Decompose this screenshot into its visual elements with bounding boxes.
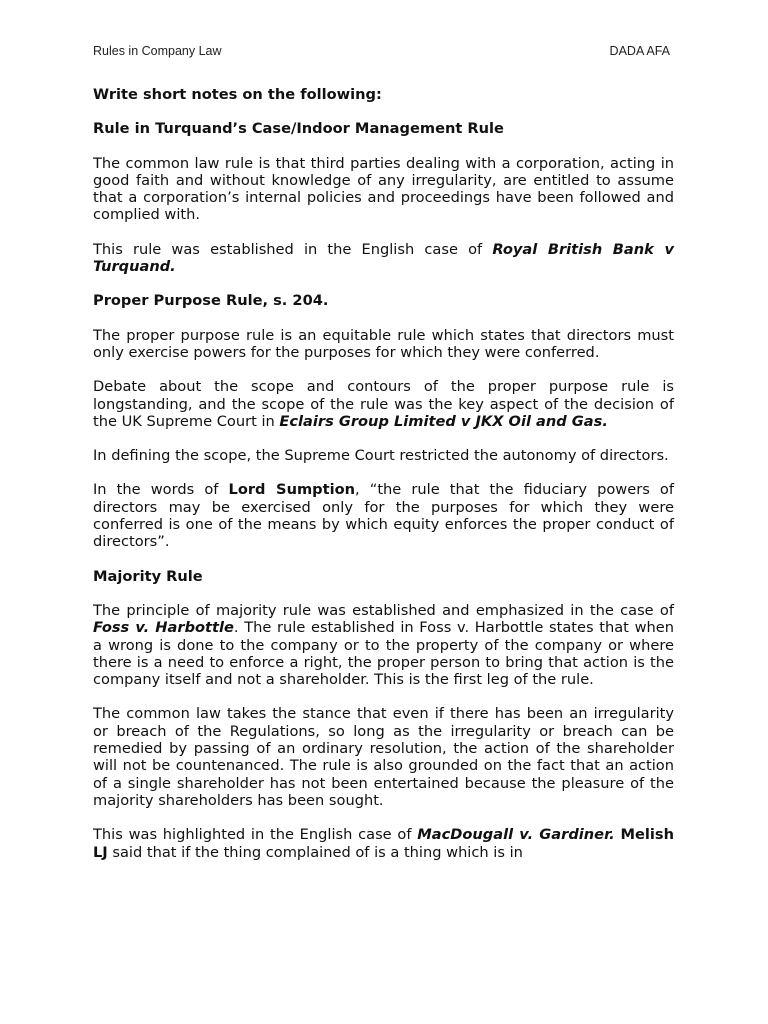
page-header bbox=[93, 44, 670, 62]
paragraph bbox=[93, 378, 674, 430]
case-citation: Eclairs Group Limited v JKX Oil and Gas. bbox=[279, 412, 608, 430]
case-citation: MacDougall v. Gardiner. bbox=[417, 826, 615, 844]
paragraph-text: This rule was established in the English case of bbox=[93, 240, 493, 258]
paragraph bbox=[93, 826, 674, 861]
instruction-heading: Write short notes on the following: bbox=[93, 86, 382, 103]
paragraph: The common law rule is that third parties dealing with a corporation, acting in good faith and without knowledge of any irregularity, are entitled to assume that a corporation’s internal policies and proceedings have been followed and complied with. bbox=[93, 154, 674, 224]
judge-name: Lord Sumption bbox=[228, 481, 356, 499]
case-citation: Foss v. Harbottle bbox=[93, 619, 234, 637]
paragraph bbox=[93, 241, 674, 276]
case-citation: Royal British Bank v Turquand. bbox=[93, 240, 674, 276]
paragraph-text: The principle of majority rule was established and emphasized in the case of bbox=[93, 601, 674, 619]
header-author: DADA AFA bbox=[609, 44, 670, 58]
paragraph: The proper purpose rule is an equitable rule which states that directors must only exercise powers for the purposes for which they were conferred. bbox=[93, 326, 674, 361]
paragraph bbox=[93, 602, 674, 688]
paragraph-text: said that if the thing complained of is a thing which is in bbox=[107, 843, 523, 861]
paragraph-text: . The rule established in Foss v. Harbottle states that when a wrong is done to the company or to the property of the company or where there is a need to enforce a right, the proper person to bring that action is the company itself and not a shareholder. This is the first leg of the rule. bbox=[93, 619, 674, 689]
paragraph: In defining the scope, the Supreme Court restricted the autonomy of directors. bbox=[93, 447, 669, 465]
section-heading-turquand: Rule in Turquand’s Case/Indoor Management Rule bbox=[93, 120, 504, 138]
section-heading-majority-rule: Majority Rule bbox=[93, 567, 203, 585]
paragraph-text: Debate about the scope and contours of the proper purpose rule is longstanding, and the scope of the rule was the key aspect of the decision of the UK Supreme Court in bbox=[93, 378, 674, 430]
judge-name: Melish LJ bbox=[93, 826, 674, 861]
paragraph bbox=[93, 481, 674, 550]
section-heading-proper-purpose: Proper Purpose Rule, s. 204. bbox=[93, 292, 329, 310]
document-body bbox=[93, 86, 674, 878]
paragraph-text: In the words of bbox=[93, 481, 229, 499]
paragraph-text: This was highlighted in the English case of bbox=[93, 826, 418, 844]
paragraph: The common law takes the stance that even if there has been an irregularity or breach of the Regulations, so long as the irregularity or breach can be remedied by passing of an ordinary resolution, the action of the shareholder will not be countenanced. The rule is also grounded on the fact that an action of a single shareholder has not been entertained because the pleasure of the majority shareholders has been sought. bbox=[93, 705, 674, 809]
header-title: Rules in Company Law bbox=[93, 44, 222, 58]
paragraph-text: , “the rule that the fiduciary powers of directors may be exercised only for the purposes for which they were conferred is one of the means by which equity enforces the proper conduct of directors”. bbox=[93, 481, 675, 551]
